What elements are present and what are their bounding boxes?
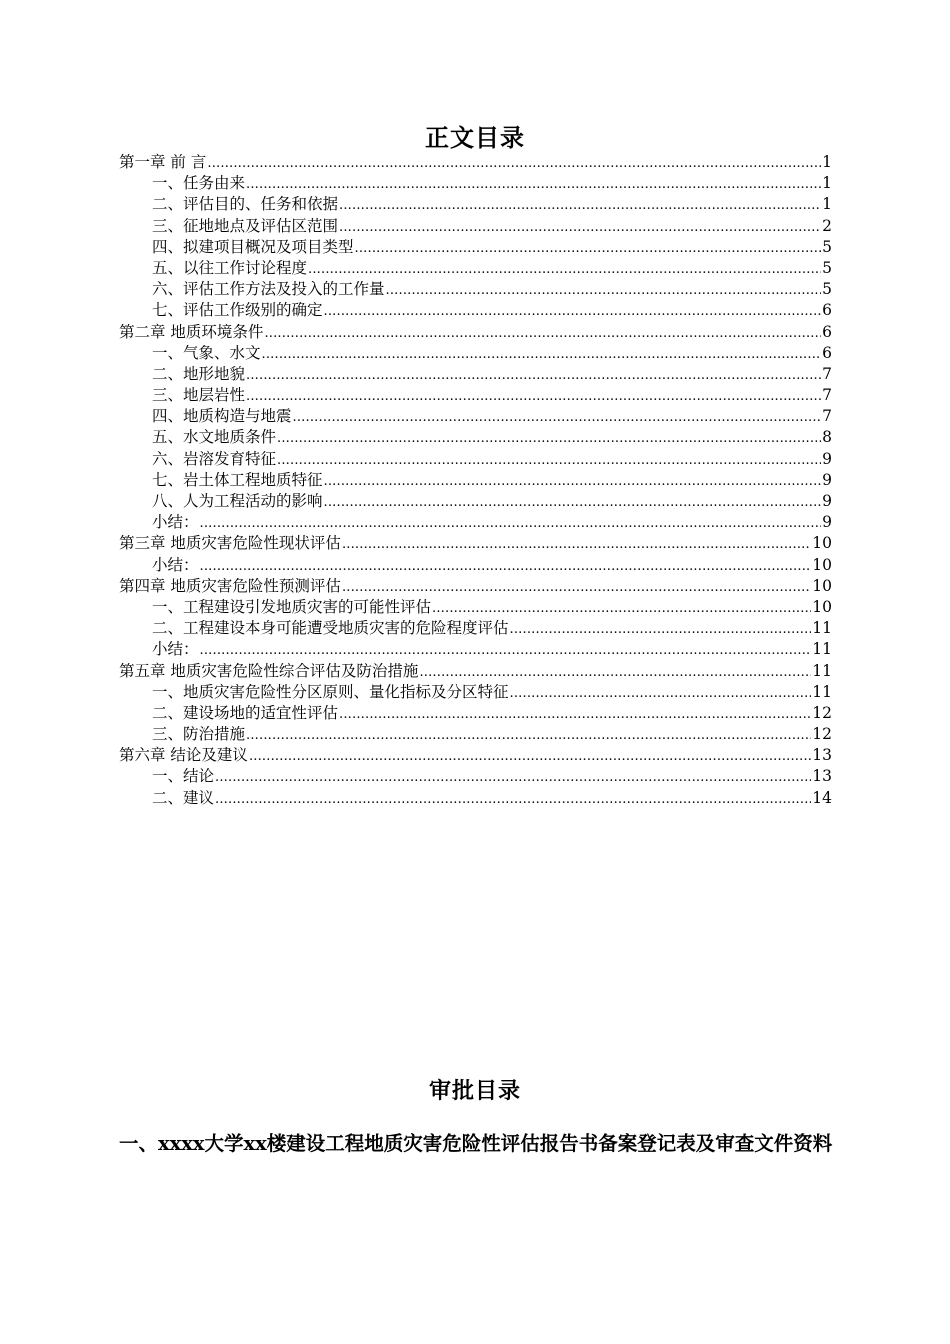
toc-entry-page: 12 [812, 725, 832, 744]
toc-entry[interactable] [119, 512, 832, 533]
toc-entry[interactable] [119, 258, 832, 279]
toc-entry-page: 8 [822, 428, 832, 447]
toc-entry-page: 1 [822, 153, 832, 171]
toc-entry-page: 5 [822, 237, 832, 256]
toc-entry-title: 二、建设场地的适宜性评估 [152, 703, 339, 722]
table-of-contents [119, 152, 832, 809]
toc-entry-page: 7 [822, 407, 832, 426]
toc-entry-page: 10 [812, 576, 832, 595]
toc-entry-page: 6 [822, 301, 832, 320]
toc-entry-page: 13 [812, 746, 832, 765]
toc-entry-title: 一、气象、水文 [152, 343, 261, 362]
toc-leader-dots [386, 280, 822, 301]
toc-entry[interactable] [119, 449, 832, 470]
toc-entry-page: 11 [812, 661, 832, 680]
toc-leader-dots [342, 577, 811, 598]
toc-entry-page: 9 [822, 492, 832, 510]
toc-entry-page: 1 [822, 195, 832, 214]
toc-entry-title: 五、水文地质条件 [152, 428, 277, 447]
toc-entry-title: 小结： [152, 555, 199, 574]
toc-entry[interactable] [119, 343, 832, 364]
toc-entry[interactable] [119, 385, 832, 406]
toc-entry-page: 5 [822, 280, 832, 299]
toc-entry-title: 第一章 前 言 [119, 153, 207, 171]
toc-leader-dots [215, 789, 811, 810]
toc-leader-dots [308, 259, 821, 280]
toc-entry-title: 四、拟建项目概况及项目类型 [152, 237, 354, 256]
toc-entry-page: 13 [812, 767, 832, 786]
toc-leader-dots [432, 598, 811, 619]
toc-entry[interactable] [119, 364, 832, 385]
toc-entry[interactable] [119, 300, 832, 321]
toc-entry-page: 6 [822, 343, 832, 362]
toc-entry-title: 八、人为工程活动的影响 [152, 492, 323, 510]
toc-leader-dots [264, 323, 821, 344]
toc-entry[interactable] [119, 152, 832, 173]
toc-entry-page: 10 [812, 555, 832, 574]
toc-entry[interactable] [119, 173, 832, 194]
toc-leader-dots [324, 301, 822, 322]
toc-entry-title: 一、工程建设引发地质灾害的可能性评估 [152, 597, 432, 616]
toc-leader-dots [324, 492, 822, 513]
toc-entry[interactable] [119, 682, 832, 703]
toc-entry[interactable] [119, 555, 832, 576]
toc-entry-page: 7 [822, 386, 832, 405]
toc-entry-title: 三、征地地点及评估区范围 [152, 216, 339, 235]
toc-leader-dots [339, 195, 821, 216]
toc-leader-dots [246, 174, 821, 195]
toc-entry-title: 六、岩溶发育特征 [152, 449, 277, 468]
toc-entry[interactable] [119, 597, 832, 618]
toc-entry-title: 第二章 地质环境条件 [119, 322, 264, 341]
toc-entry-title: 六、评估工作方法及投入的工作量 [152, 280, 385, 299]
toc-entry-title: 一、结论 [152, 767, 215, 786]
toc-leader-dots [277, 450, 821, 471]
toc-entry-title: 四、地质构造与地震 [152, 407, 292, 426]
toc-entry-title: 三、防治措施 [152, 725, 246, 744]
toc-entry-page: 6 [822, 322, 832, 341]
toc-entry-title: 二、地形地貌 [152, 364, 246, 383]
toc-leader-dots [246, 365, 821, 386]
toc-entry-page: 2 [822, 216, 832, 235]
toc-leader-dots [262, 344, 822, 365]
toc-entry-title: 七、评估工作级别的确定 [152, 301, 323, 320]
toc-leader-dots [200, 513, 822, 534]
toc-entry-title: 第六章 结论及建议 [119, 746, 248, 765]
toc-leader-dots [342, 534, 811, 555]
toc-leader-dots [419, 662, 811, 683]
approval-item: 一、xxxx大学xx楼建设工程地质灾害危险性评估报告书备案登记表及审查文件资料 [119, 1132, 833, 1155]
toc-entry[interactable] [119, 576, 832, 597]
toc-entry-page: 11 [812, 619, 832, 638]
toc-entry[interactable] [119, 470, 832, 491]
toc-leader-dots [510, 683, 812, 704]
toc-leader-dots [355, 238, 822, 259]
toc-entry[interactable] [119, 724, 832, 745]
toc-leader-dots [249, 746, 811, 767]
toc-entry-title: 小结： [152, 640, 199, 659]
toc-leader-dots [339, 217, 821, 238]
approval-title: 审批目录 [428, 1078, 521, 1104]
toc-entry-page: 14 [812, 788, 832, 807]
toc-entry[interactable] [119, 745, 832, 766]
toc-entry-page: 10 [812, 597, 832, 616]
toc-entry-title: 第四章 地质灾害危险性预测评估 [119, 576, 341, 595]
toc-entry-title: 第三章 地质灾害危险性现状评估 [119, 534, 341, 553]
toc-entry-page: 11 [812, 682, 832, 701]
toc-entry[interactable] [119, 406, 832, 427]
toc-leader-dots [215, 767, 811, 788]
toc-leader-dots [246, 386, 821, 407]
toc-entry[interactable] [119, 194, 832, 215]
toc-title: 正文目录 [425, 123, 525, 152]
toc-entry[interactable] [119, 639, 832, 660]
toc-leader-dots [207, 153, 821, 174]
toc-entry-page: 12 [812, 703, 832, 722]
toc-entry[interactable] [119, 279, 832, 300]
toc-entry[interactable] [119, 237, 832, 258]
toc-entry[interactable] [119, 661, 832, 682]
toc-leader-dots [293, 407, 822, 428]
toc-leader-dots [324, 471, 822, 492]
toc-entry-page: 9 [822, 470, 832, 489]
toc-entry-page: 10 [812, 534, 832, 553]
toc-leader-dots [200, 556, 812, 577]
toc-entry[interactable] [119, 703, 832, 724]
toc-entry-title: 一、任务由来 [152, 174, 246, 193]
toc-leader-dots [246, 725, 811, 746]
toc-entry-page: 11 [812, 640, 832, 659]
toc-entry[interactable] [119, 216, 832, 237]
toc-entry[interactable] [119, 491, 832, 512]
toc-entry[interactable] [119, 788, 832, 809]
toc-entry[interactable] [119, 322, 832, 343]
toc-entry-title: 一、地质灾害危险性分区原则、量化指标及分区特征 [152, 682, 509, 701]
toc-entry-title: 二、建议 [152, 788, 215, 807]
toc-entry-title: 小结： [152, 513, 199, 532]
toc-entry-page: 9 [822, 513, 832, 532]
toc-entry-page: 1 [822, 174, 832, 193]
toc-entry-title: 二、评估目的、任务和依据 [152, 195, 339, 214]
toc-entry-title: 七、岩土体工程地质特征 [152, 470, 323, 489]
toc-entry[interactable] [119, 766, 832, 787]
toc-leader-dots [277, 428, 821, 449]
toc-entry-page: 7 [822, 364, 832, 383]
toc-entry-title: 第五章 地质灾害危险性综合评估及防治措施 [119, 661, 419, 680]
toc-leader-dots [510, 619, 812, 640]
toc-entry-title: 二、工程建设本身可能遭受地质灾害的危险程度评估 [152, 619, 509, 638]
toc-entry[interactable] [119, 618, 832, 639]
toc-entry-page: 9 [822, 449, 832, 468]
toc-leader-dots [339, 704, 811, 725]
toc-leader-dots [200, 640, 812, 661]
toc-entry-title: 五、以往工作讨论程度 [152, 258, 308, 277]
toc-entry[interactable] [119, 533, 832, 554]
toc-entry[interactable] [119, 427, 832, 448]
toc-entry-title: 三、地层岩性 [152, 386, 246, 405]
toc-entry-page: 5 [822, 258, 832, 277]
